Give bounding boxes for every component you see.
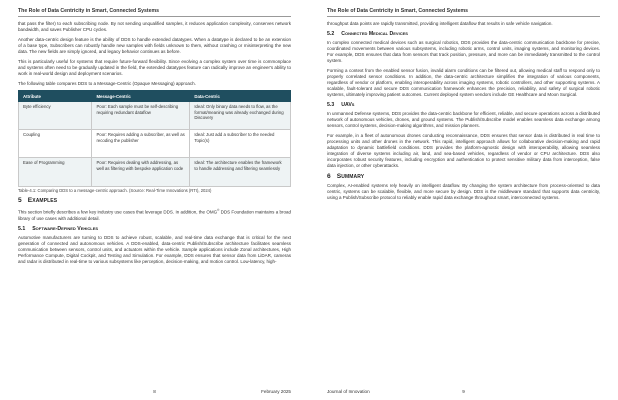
table-row — [19, 102, 291, 130]
paragraph-text: DDS Foundation maintains a broad library of use cases with additional detail. — [18, 209, 292, 221]
table-header-cell: Data-Centric — [190, 91, 291, 102]
table-cell: Poor: Each sample must be self-describing requiring redundant dataflow — [92, 102, 190, 130]
table-header-cell: Attribute — [19, 91, 92, 102]
section-title: Examples — [27, 197, 58, 205]
comparison-table — [18, 90, 291, 187]
paragraph: Automotive manufacturers are turning to DDS to achieve robust, scalable, and real-time data exchange that is critical for the next generation of connected and autonomous vehicles. A DDS-enabled, data-centric Publish/Subscribe architecture facilitates seamless communication between sensors, control units, and actuators within the vehicle. Sample applications include Zonal architectures, High Performance Compute, Digital Cockpit, and Testing and Simulation. For example, DDS ensures that sensor data from LiDAR, cameras and radar is distributed in real-time to various subsystems like perception, decision-making, and motion control. Low-latency, high- — [18, 234, 291, 264]
section-title: Summary — [336, 173, 365, 181]
paragraph: Forming a context from the enabled sensor fusion, invalid alarm conditions can be filtered out, allowing medical staff to respond only to properly correlated sensor conditions. In addition, the data-centric architecture simplifies the integration of various components, regardless of vendor or platform, enabling interoperability across imaging systems, robotic controllers, and other supporting systems. A scalable, fault-tolerant and secure DDS communication framework enhances the precision, reliability, and safety of surgical robotic systems, ultimately improving patient outcomes. Current deployed system vendors include GE Healthcare and Moon Surgical. — [327, 67, 600, 98]
table-cell: Poor: Requires dealing with addressing, as well as filtering with bespoke application code — [92, 158, 190, 187]
paragraph: throughput data points are rapidly transmitted, providing intelligent dataflow that results in safe vehicle navigation. — [327, 21, 553, 26]
footer-date: February 2025 — [261, 389, 291, 394]
paragraph: Complex, AI-enabled systems rely heavily on intelligent dataflow. By changing the system architecture from process-oriented to data centric, systems can be scalable, flexible, and more secure by design. DDS is the middleware standard that supports data centricity, using a Publish/Subscribe protocol to reliably enable rapid data exchange throughout smart, interconnected systems. — [327, 183, 600, 201]
section-heading — [18, 197, 291, 204]
table-cell: Ideal: The architecture enables the framework to handle addressing and filtering seamlessly — [190, 158, 291, 187]
subsection-title: Connected Medical Devices — [341, 30, 408, 37]
table-cell: Coupling — [19, 130, 92, 158]
subsection-title: UAVs — [341, 101, 355, 108]
running-header: The Role of Data Centricity in Smart, Connected Systems — [18, 8, 291, 17]
page-footer — [327, 389, 600, 394]
subsection-heading — [18, 226, 291, 232]
subsection-heading — [327, 102, 600, 108]
page-number: 9 — [462, 389, 465, 394]
footer-journal: Journal of Innovation — [327, 389, 370, 394]
paragraph: In unmanned Defense systems, DDS provides the data-centric backbone for efficient, reliable, and secure operations across a distributed network of autonomous vehicles, drones, and ground systems. The Publish/Subscribe model enables seamless data exchange among sensors, control systems, decision-making algorithms, and mission planners. — [327, 110, 600, 128]
section-heading — [327, 173, 600, 180]
paragraph — [18, 207, 291, 222]
right-page — [309, 0, 618, 400]
table-cell: Poor: Requires adding a subscriber, as well as recoding the publisher — [92, 130, 190, 158]
section-number: 5 — [18, 197, 22, 205]
page-number: 8 — [153, 389, 156, 394]
table-row — [19, 158, 291, 187]
table-header-row — [19, 91, 291, 102]
paragraph: Another data-centric design feature is the ability of DDS to handle extended datatypes. When a datatype is declared to be an extension of a base type, Subscribers can robustly handle new samples with fields unknown to them, without crashing or misinterpreting the new data. The new fields are simply ignored, and legacy behavior continues as before. — [18, 36, 291, 54]
paragraph: This is particularly useful for systems that require future-forward flexibility. Since evolving a complex system over time is commonplace and systems often need to be gradually updated in the field, the extended datatypes feature can radically improve an engineer's ability to work in real-world design and deployment scenarios. — [18, 58, 291, 76]
table-header-cell: Message-Centric — [92, 91, 190, 102]
subsection-number: 5.3 — [327, 101, 335, 108]
paragraph: that pass the filter) to each subscribing node. By not sending unqualified samples, it reduces application complexity, conserves network bandwidth, and saves Publisher CPU cycles. — [18, 21, 291, 33]
registered-mark: ® — [217, 208, 220, 213]
table-row — [19, 130, 291, 158]
subsection-title: Software-Defined Vehicles — [32, 225, 99, 232]
paragraph-text: This section briefly describes a few key industry use cases that leverage DDS. In addition, the OMG — [18, 209, 218, 215]
table-cell: Ideal: Just add a subscriber to the needed Topic(s) — [190, 130, 291, 158]
paragraph: In complex connected medical devices such as surgical robotics, DDS provides the data-centric communication backbone for precise, coordinated movements between various subsystems, including robotic arms, control units, imaging systems, and monitoring devices. For example, DDS ensures that data from sensors that track position, pressure, and more can be immediately transmitted to the control system. — [327, 39, 600, 63]
table-caption: Table-4.1: Comparing DDS to a message-centric approach. (Source: Real-Time Innovations (RTI), 2024) — [18, 188, 212, 194]
table-cell: Ease of Programming — [19, 158, 92, 187]
subsection-number: 5.1 — [18, 225, 26, 232]
table-cell: Ideal: Only binary data needs to flow, as the format/meaning was already exchanged during Discovery — [190, 102, 291, 130]
paragraph: For example, in a fleet of autonomous drones conducting reconnaissance, DDS ensures that sensor data is distributed in real time to processing units and other drones in the network. This rapid, intelligent approach allows for collaborative decision-making and rapid adaptation to dynamic battlefield conditions. DDS provides the platform-agnostic design with interoperability, allowing seamless integration of diverse systems including air, land, and sea-based vehicles, regardless of vendor or CPU architecture. DDS also incorporates robust security features, including encryption and authentication to protect sensitive military data from interception, false data injection, or other cyberattacks. — [327, 132, 600, 169]
subsection-heading — [327, 31, 600, 37]
table-cell: Byte efficiency — [19, 102, 92, 130]
section-number: 6 — [327, 173, 331, 181]
paragraph: The following table compares DDS to a Message-Centric (Opaque Messaging) approach. — [18, 80, 196, 86]
running-header: The Role of Data Centricity in Smart, Connected Systems — [327, 8, 600, 17]
subsection-number: 5.2 — [327, 30, 335, 37]
page-footer — [18, 389, 291, 394]
